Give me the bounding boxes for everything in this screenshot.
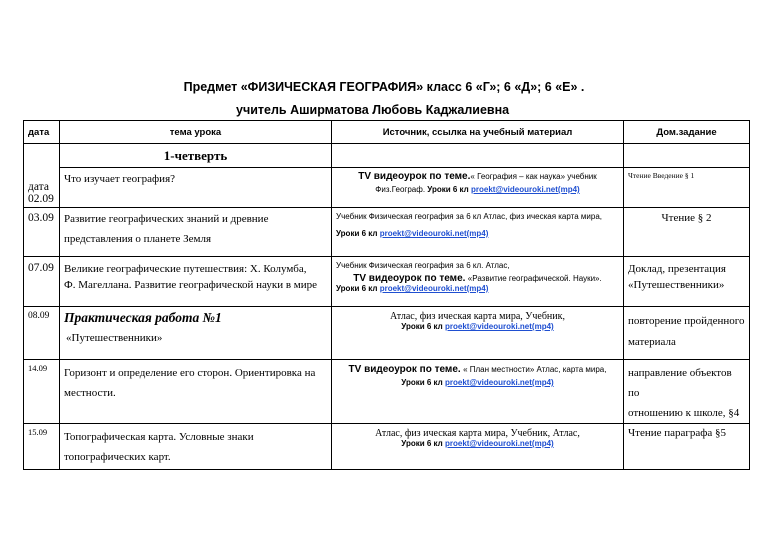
lessons-label: Уроки 6 кл [401,378,443,387]
row-topic [60,360,332,424]
source-text: Учебник Физическая география за 6 кл Атлас, физ ическая карта мира, [336,212,602,221]
teacher-line: учитель Аширматова Любовь Каджалиевна [236,103,510,117]
homework-line: «Путешественники» [628,279,725,291]
row-topic: Что изучает география? [60,168,332,208]
topic-line: Великие географические путешествия: Х. Колумба, [64,263,307,275]
table-row [24,168,750,208]
source-text: Атлас, физ ическая карта мира, Учебник, [389,311,565,322]
tv-lesson-label: TV видеоурок по теме. [353,273,466,284]
quarter-hw-empty [624,144,750,168]
source-link[interactable]: proekt@videouroki.net(mp4) [379,284,489,293]
row-homework [624,257,750,307]
homework-line: повторение пройденного [628,315,745,327]
table-row [24,360,750,424]
lessons-label: Уроки 6 кл [401,322,443,331]
row-source [332,208,624,257]
header-topic: тема урока [60,121,332,144]
source-link[interactable]: proekt@videouroki.net(mp4) [444,439,554,448]
source-text: Учебник Физическая география за 6 кл. Атлас, [336,261,510,270]
row-date: 07.09 [24,257,60,307]
row-homework: Чтение Введение § 1 [624,168,750,208]
row-homework: Чтение § 2 [624,208,750,257]
row-date: 15.09 [24,424,60,470]
table-row [24,257,750,307]
topic-line: Ф. Магеллана. Развитие географической науки в мире [64,279,317,291]
row-source [332,257,624,307]
lessons-label: Уроки 6 кл [336,229,378,238]
source-link[interactable]: proekt@videouroki.net(mp4) [444,322,554,331]
row-homework [624,360,750,424]
row-homework: Чтение параграфа §5 [624,424,750,470]
subject-title: Предмет «ФИЗИЧЕСКАЯ ГЕОГРАФИЯ» класс 6 «Г»; 6 «Д»; 6 «Е» . [183,80,585,94]
source-text: « География – как наука» учебник [470,172,597,181]
topic-line: местности. [64,387,116,399]
row-source [332,360,624,424]
row-date: 02.09 [28,193,54,205]
row-topic [60,208,332,257]
quarter-src-empty [332,144,624,168]
homework-line: материала [628,336,676,348]
schedule-table [23,120,750,470]
topic-line: представления о планете Земля [64,233,212,245]
row-date: 03.09 [24,208,60,257]
source-link[interactable]: proekt@videouroki.net(mp4) [470,185,580,194]
lessons-label: Уроки 6 кл [336,284,378,293]
row-date: 14.09 [24,360,60,424]
source-text: Атлас, физ ическая карта мира, Учебник, Атлас, [375,428,580,439]
topic-line: топографических карт. [64,451,171,463]
table-row [24,208,750,257]
row-source [332,168,624,208]
homework-line: Доклад, презентация [628,263,726,275]
row-source [332,424,624,470]
quarter-row [24,144,750,168]
header-source: Источник, ссылка на учебный материал [332,121,624,144]
row-source [332,307,624,360]
topic-line: Развитие географических знаний и древние [64,213,269,225]
topic-line: «Путешественники» [66,332,163,344]
row-topic [60,424,332,470]
tv-lesson-label: TV видеоурок по теме. [348,364,461,375]
quarter-date-cell [24,144,60,208]
source-link[interactable]: proekt@videouroki.net(mp4) [379,229,489,238]
lessons-label: Уроки 6 кл [427,185,469,194]
source-text: Физ.Географ. [375,185,426,194]
lessons-label: Уроки 6 кл [401,439,443,448]
homework-line: отношению к школе, §4 [628,407,740,419]
row-topic [60,257,332,307]
table-row [24,424,750,470]
header-homework: Дом.задание [624,121,750,144]
table-header-row [24,121,750,144]
source-text: « План местности» Атлас, карта мира, [463,365,607,374]
quarter-title: 1-четверть [60,144,332,168]
practical-work-title: Практическая работа №1 [64,310,222,325]
row-homework [624,307,750,360]
quarter-date-label: дата [28,181,49,193]
topic-line: Горизонт и определение его сторон. Ориентировка на [64,367,316,379]
table-row [24,307,750,360]
header-date: дата [24,121,60,144]
source-text: «Развитие географической. Науки». [467,274,602,283]
row-topic [60,307,332,360]
source-link[interactable]: proekt@videouroki.net(mp4) [444,378,554,387]
homework-line: направление объектов по [628,367,732,399]
topic-line: Топографическая карта. Условные знаки [64,431,254,443]
tv-lesson-label: TV видеоурок по теме. [358,171,471,182]
row-date: 08.09 [24,307,60,360]
